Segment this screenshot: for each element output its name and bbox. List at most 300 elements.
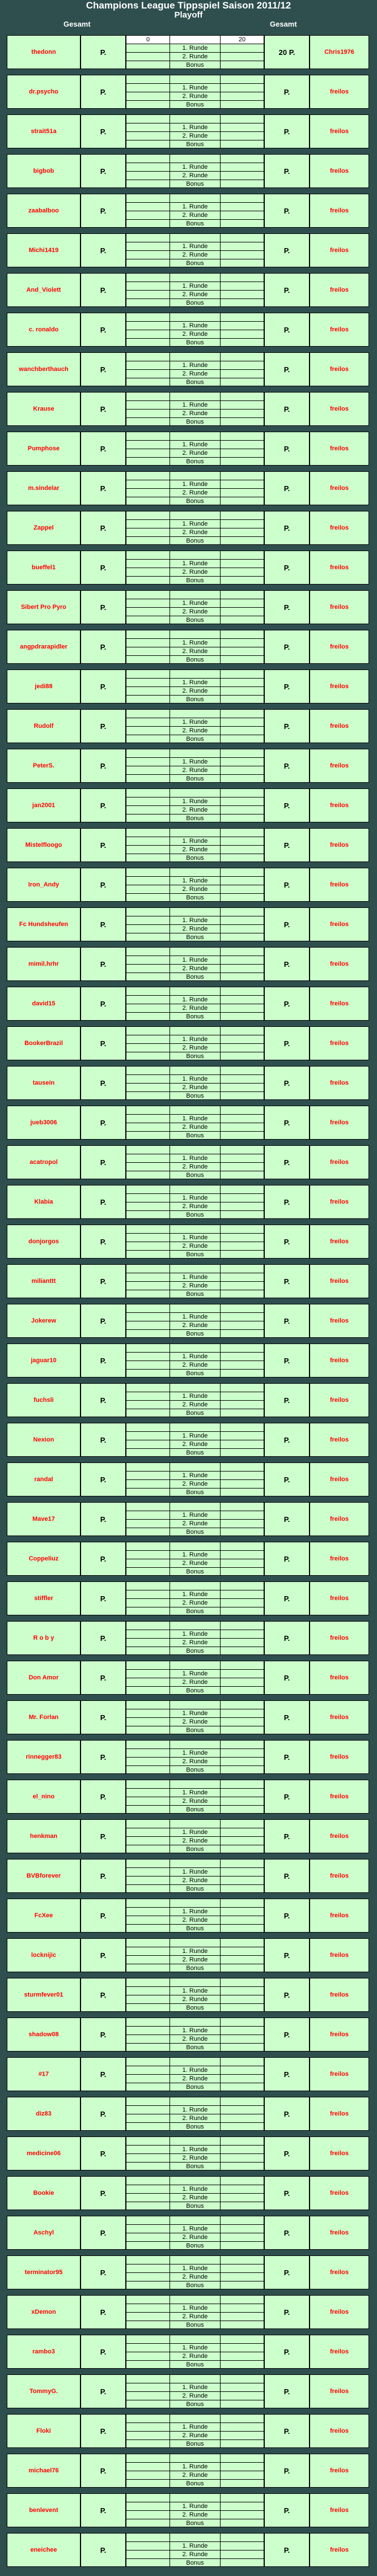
match-row — [0, 1423, 377, 1458]
player-name[interactable]: Michi1419 — [7, 233, 81, 267]
round-2-line — [126, 1520, 264, 1528]
round-2-line — [126, 449, 264, 458]
bonus-line — [126, 1568, 264, 1576]
opponent-bye: freilos — [310, 1264, 369, 1298]
bonus-label: Bonus — [186, 1687, 204, 1694]
round-1-line — [126, 2304, 264, 2313]
round-1-line — [126, 84, 264, 92]
player-name[interactable]: jan2001 — [7, 788, 81, 822]
bonus-label: Bonus — [186, 1291, 204, 1298]
round-1-line — [126, 361, 264, 370]
player-points: P. — [81, 1859, 126, 1893]
match-row — [0, 1304, 377, 1339]
match-details — [126, 749, 264, 783]
player-name[interactable]: randal — [7, 1462, 81, 1496]
blank-line — [126, 908, 264, 916]
player-points: P. — [81, 1145, 126, 1179]
round-2-line — [126, 2233, 264, 2242]
column-header-left: Gesamt — [63, 20, 91, 28]
round-2-line — [126, 1163, 264, 1171]
player-name[interactable]: FcXee — [7, 1899, 81, 1933]
player-name[interactable]: benlevent — [7, 2493, 81, 2527]
bonus-label: Bonus — [186, 538, 204, 544]
round-1-label: 1. Runde — [182, 1869, 208, 1875]
player-name[interactable]: And_Violett — [7, 273, 81, 307]
round-2-label: 2. Runde — [182, 1203, 208, 1210]
player-points: P. — [81, 194, 126, 228]
match-details — [126, 2216, 264, 2250]
match-details — [126, 1502, 264, 1536]
round-1-line — [126, 1868, 264, 1876]
round-2-label: 2. Runde — [182, 291, 208, 298]
blank-line — [126, 1067, 264, 1075]
opponent-points: P. — [264, 1502, 310, 1536]
player-name[interactable]: sturmfever01 — [7, 1978, 81, 2012]
round-1-label: 1. Runde — [182, 996, 208, 1003]
player-points: P. — [81, 1819, 126, 1853]
blank-line — [126, 1860, 264, 1868]
player-name[interactable]: rinnegger83 — [7, 1740, 81, 1774]
player-name[interactable]: bigbob — [7, 154, 81, 188]
round-2-label: 2. Runde — [182, 926, 208, 932]
match-row — [0, 2414, 377, 2449]
round-2-label: 2. Runde — [182, 688, 208, 694]
blank-line — [126, 234, 264, 242]
round-1-line — [126, 1828, 264, 1837]
player-name[interactable]: Coppeliuz — [7, 1542, 81, 1576]
opponent-bye: freilos — [310, 154, 369, 188]
player-name[interactable]: c. ronaldo — [7, 313, 81, 347]
opponent-points: P. — [264, 788, 310, 822]
round-1-label: 1. Runde — [182, 164, 208, 170]
player-name[interactable]: jedi88 — [7, 669, 81, 703]
player-name[interactable]: Fc Hundsheufen — [7, 907, 81, 941]
match-row — [0, 1145, 377, 1180]
blank-line — [126, 1106, 264, 1115]
player-name[interactable]: Mistelfloogo — [7, 828, 81, 862]
player-name[interactable]: Bookie — [7, 2176, 81, 2210]
bonus-label: Bonus — [186, 1846, 204, 1853]
bonus-label: Bonus — [186, 1410, 204, 1417]
match-details — [126, 1819, 264, 1853]
round-1-line — [126, 1234, 264, 1242]
player-name[interactable]: xDemon — [7, 2295, 81, 2329]
player-name[interactable]: jaguar10 — [7, 1344, 81, 1377]
round-1-line — [126, 242, 264, 251]
player-name[interactable]: Aschyl — [7, 2216, 81, 2250]
round-1-line — [126, 1551, 264, 1559]
player-name[interactable]: Don Amor — [7, 1661, 81, 1695]
round-2-label: 2. Runde — [182, 489, 208, 496]
bonus-line — [126, 814, 264, 822]
player-name[interactable]: strait51a — [7, 114, 81, 148]
blank-line — [126, 1701, 264, 1709]
player-points: P. — [81, 114, 126, 148]
player-points: P. — [81, 2176, 126, 2210]
bonus-line — [126, 339, 264, 347]
bonus-line — [126, 497, 264, 505]
round-1-label: 1. Runde — [182, 243, 208, 250]
round-2-line — [126, 489, 264, 497]
opponent-points: P. — [264, 2097, 310, 2131]
bonus-label: Bonus — [186, 617, 204, 624]
player-name[interactable]: bueffel1 — [7, 551, 81, 585]
round-2-line — [126, 330, 264, 339]
match-row — [0, 987, 377, 1022]
match-row — [0, 1819, 377, 1854]
match-row — [0, 352, 377, 387]
round-1-line — [126, 2027, 264, 2035]
player-name[interactable]: locknijic — [7, 1938, 81, 1972]
bonus-label: Bonus — [186, 2084, 204, 2091]
match-details — [126, 2057, 264, 2091]
bonus-label: Bonus — [186, 1093, 204, 1099]
blank-line — [126, 1384, 264, 1392]
player-name[interactable]: stiffler — [7, 1581, 81, 1615]
player-name[interactable]: Klabia — [7, 1185, 81, 1219]
player-name[interactable]: Nexion — [7, 1423, 81, 1457]
round-1-line — [126, 837, 264, 846]
player-name[interactable]: david15 — [7, 987, 81, 1021]
round-2-label: 2. Runde — [182, 1996, 208, 2003]
opponent-bye: freilos — [310, 590, 369, 624]
bonus-line — [126, 1885, 264, 1893]
match-details — [126, 233, 264, 267]
blank-line — [126, 1542, 264, 1551]
match-details — [126, 2176, 264, 2210]
blank-line — [126, 551, 264, 560]
player-name[interactable]: m.sindelar — [7, 471, 81, 505]
player-points: P. — [81, 1225, 126, 1259]
blank-line — [126, 1463, 264, 1472]
blank-line — [126, 789, 264, 797]
player-name[interactable]: dr.psycho — [7, 75, 81, 109]
player-name[interactable]: #17 — [7, 2057, 81, 2091]
blank-line — [126, 1622, 264, 1630]
match-row — [0, 2176, 377, 2211]
round-2-label: 2. Runde — [182, 2036, 208, 2042]
opponent-bye: freilos — [310, 669, 369, 703]
player-points: P. — [81, 2335, 126, 2369]
round-1-label: 1. Runde — [182, 1908, 208, 1915]
player-name[interactable]: eneichee — [7, 2533, 81, 2567]
opponent-bye: freilos — [310, 1423, 369, 1457]
blank-line — [126, 2216, 264, 2225]
bonus-label: Bonus — [186, 1648, 204, 1654]
blank-line — [126, 115, 264, 123]
round-2-line — [126, 410, 264, 418]
opponent-points: P. — [264, 114, 310, 148]
blank-line — [126, 1344, 264, 1353]
round-2-line — [126, 2035, 264, 2044]
round-2-label: 2. Runde — [182, 1758, 208, 1765]
bonus-line — [126, 1726, 264, 1734]
round-1-line — [126, 560, 264, 568]
player-name[interactable]: milianttt — [7, 1264, 81, 1298]
match-list — [0, 35, 377, 2573]
match-row — [0, 2335, 377, 2370]
player-name[interactable]: mimil.hrhr — [7, 947, 81, 981]
round-1-label: 1. Runde — [182, 45, 208, 52]
player-points: P. — [81, 2018, 126, 2052]
opponent-points: P. — [264, 1304, 310, 1338]
round-2-label: 2. Runde — [182, 2353, 208, 2360]
round-2-label: 2. Runde — [182, 1837, 208, 1844]
bonus-line — [126, 1687, 264, 1695]
player-points: P. — [81, 2255, 126, 2289]
match-details — [126, 1264, 264, 1298]
player-points: P. — [81, 828, 126, 862]
player-name[interactable]: angpdrarapidler — [7, 630, 81, 664]
round-1-label: 1. Runde — [182, 1512, 208, 1519]
bonus-label: Bonus — [186, 1925, 204, 1932]
opponent-points: P. — [264, 2176, 310, 2210]
opponent-points: P. — [264, 471, 310, 505]
round-2-line — [126, 1480, 264, 1489]
bonus-label: Bonus — [186, 696, 204, 703]
blank-line — [126, 1582, 264, 1590]
round-1-label: 1. Runde — [182, 2106, 208, 2113]
match-details — [126, 1185, 264, 1219]
opponent-points: P. — [264, 2493, 310, 2527]
round-1-label: 1. Runde — [182, 1313, 208, 1320]
bonus-label: Bonus — [186, 1529, 204, 1536]
round-1-line — [126, 123, 264, 132]
round-1-line — [126, 2463, 264, 2471]
player-name[interactable]: Mr. Forlan — [7, 1700, 81, 1734]
round-2-label: 2. Runde — [182, 1956, 208, 1963]
player-name[interactable]: diz83 — [7, 2097, 81, 2131]
match-details — [126, 868, 264, 902]
round-1-label: 1. Runde — [182, 322, 208, 329]
opponent-points: P. — [264, 194, 310, 228]
round-2-line — [126, 1559, 264, 1568]
round-1-label: 1. Runde — [182, 2543, 208, 2549]
player-name[interactable]: Mave17 — [7, 1502, 81, 1536]
round-1-label: 1. Runde — [182, 2265, 208, 2272]
round-2-label: 2. Runde — [182, 1243, 208, 1249]
bonus-label: Bonus — [186, 1489, 204, 1496]
opponent-bye: freilos — [310, 352, 369, 386]
round-1-line — [126, 441, 264, 449]
blank-line — [126, 2494, 264, 2502]
blank-line — [126, 155, 264, 163]
opponent-points: P. — [264, 1859, 310, 1893]
opponent-bye: freilos — [310, 709, 369, 743]
blank-line — [126, 2058, 264, 2066]
player-name[interactable]: Sibert Pro Pyro — [7, 590, 81, 624]
round-1-label: 1. Runde — [182, 1234, 208, 1241]
player-name[interactable]: el_nino — [7, 1780, 81, 1814]
round-1-label: 1. Runde — [182, 2424, 208, 2430]
bonus-line — [126, 2281, 264, 2289]
opponent-bye: freilos — [310, 1106, 369, 1140]
match-details — [126, 1780, 264, 1814]
match-details — [126, 788, 264, 822]
blank-line — [126, 353, 264, 361]
match-row — [0, 1581, 377, 1617]
player-points: P. — [81, 1344, 126, 1377]
match-row — [0, 1066, 377, 1101]
player-name[interactable]: fuchsli — [7, 1383, 81, 1417]
match-row — [0, 114, 377, 150]
match-details — [126, 1383, 264, 1417]
blank-line — [126, 591, 264, 599]
opponent-bye: freilos — [310, 749, 369, 783]
opponent-points: P. — [264, 1106, 310, 1140]
player-name[interactable]: R o b y — [7, 1621, 81, 1655]
player-name[interactable]: Rudolf — [7, 709, 81, 743]
bonus-line — [126, 1132, 264, 1140]
blank-line — [126, 1939, 264, 1947]
bonus-line — [126, 2242, 264, 2250]
round-2-label: 2. Runde — [182, 212, 208, 219]
bonus-line — [126, 2440, 264, 2448]
player-name[interactable]: Zappel — [7, 511, 81, 545]
bonus-line — [126, 1845, 264, 1853]
match-row — [0, 709, 377, 744]
round-1-line — [126, 2225, 264, 2233]
opponent-bye: freilos — [310, 1185, 369, 1219]
round-2-line — [126, 2352, 264, 2361]
player-name[interactable]: acatropol — [7, 1145, 81, 1179]
round-2-line — [126, 1916, 264, 1925]
bonus-line — [126, 1251, 264, 1259]
bonus-label: Bonus — [186, 458, 204, 465]
bonus-label: Bonus — [186, 2401, 204, 2408]
player-name[interactable]: terminator95 — [7, 2255, 81, 2289]
opponent-points: P. — [264, 352, 310, 386]
blank-line — [126, 1741, 264, 1749]
player-name[interactable]: michael76 — [7, 2454, 81, 2488]
match-details — [126, 630, 264, 664]
player-name[interactable]: zaabalboo — [7, 194, 81, 228]
blank-line — [126, 868, 264, 877]
round-1-label: 1. Runde — [182, 1155, 208, 1162]
player-name[interactable]: Krause — [7, 392, 81, 426]
player-points: P. — [81, 987, 126, 1021]
opponent-name[interactable]: Chris1976 — [310, 35, 369, 69]
player-name[interactable]: shadow08 — [7, 2018, 81, 2052]
round-2-line — [126, 1956, 264, 1964]
player-points: P. — [81, 1661, 126, 1695]
bonus-line — [126, 180, 264, 188]
opponent-bye: freilos — [310, 194, 369, 228]
round-2-line — [126, 925, 264, 933]
player-name[interactable]: Pumphose — [7, 432, 81, 466]
opponent-bye: freilos — [310, 1383, 369, 1417]
player-name[interactable]: thedonn — [7, 35, 81, 69]
bonus-label: Bonus — [186, 2044, 204, 2051]
round-1-line — [126, 1670, 264, 1678]
round-2-line — [126, 291, 264, 299]
match-row — [0, 788, 377, 824]
player-name[interactable]: henkman — [7, 1819, 81, 1853]
round-1-label: 1. Runde — [182, 2027, 208, 2034]
bonus-label: Bonus — [186, 1608, 204, 1615]
opponent-points: P. — [264, 669, 310, 703]
player-name[interactable]: jueb3006 — [7, 1106, 81, 1140]
match-details — [126, 1462, 264, 1496]
match-details — [126, 154, 264, 188]
round-2-label: 2. Runde — [182, 53, 208, 60]
bonus-label: Bonus — [186, 2322, 204, 2328]
blank-line — [126, 313, 264, 322]
player-name[interactable]: tausein — [7, 1066, 81, 1100]
round-1-label: 1. Runde — [182, 758, 208, 765]
player-name[interactable]: BVBforever — [7, 1859, 81, 1893]
match-row — [0, 1700, 377, 1735]
round-1-label: 1. Runde — [182, 441, 208, 448]
bonus-line — [126, 1290, 264, 1298]
round-2-label: 2. Runde — [182, 807, 208, 813]
bonus-line — [126, 299, 264, 307]
opponent-points: P. — [264, 1344, 310, 1377]
player-name[interactable]: rambo3 — [7, 2335, 81, 2369]
round-1-line — [126, 282, 264, 291]
bonus-line — [126, 1211, 264, 1219]
blank-line — [126, 432, 264, 441]
opponent-points: 20 P. — [264, 35, 310, 69]
player-name[interactable]: BookerBrazil — [7, 1026, 81, 1060]
bonus-line — [126, 2519, 264, 2527]
opponent-bye: freilos — [310, 2097, 369, 2131]
round-2-label: 2. Runde — [182, 1481, 208, 1487]
match-details — [126, 432, 264, 466]
round-2-line — [126, 2273, 264, 2281]
opponent-points: P. — [264, 2136, 310, 2170]
bonus-label: Bonus — [186, 1212, 204, 1218]
round-2-label: 2. Runde — [182, 2274, 208, 2280]
blank-line — [126, 2534, 264, 2542]
player-name[interactable]: TommyG. — [7, 2374, 81, 2408]
round-2-label: 2. Runde — [182, 93, 208, 100]
player-name[interactable]: Jokerew — [7, 1304, 81, 1338]
opponent-points: P. — [264, 828, 310, 862]
round-2-label: 2. Runde — [182, 133, 208, 139]
opponent-bye: freilos — [310, 1542, 369, 1576]
round-2-line — [126, 766, 264, 775]
match-details — [126, 1304, 264, 1338]
opponent-points: P. — [264, 1423, 310, 1457]
round-1-label: 1. Runde — [182, 2146, 208, 2153]
player-points: P. — [81, 313, 126, 347]
player-points: P. — [81, 630, 126, 664]
player-name[interactable]: Floki — [7, 2414, 81, 2448]
player-name[interactable]: PeterS. — [7, 749, 81, 783]
player-name[interactable]: donjorgos — [7, 1225, 81, 1259]
player-points: P. — [81, 392, 126, 426]
player-name[interactable]: wanchberthauch — [7, 352, 81, 386]
match-row — [0, 1859, 377, 1894]
round-1-label: 1. Runde — [182, 1631, 208, 1637]
opponent-points: P. — [264, 1819, 310, 1853]
player-points: P. — [81, 2295, 126, 2329]
round-2-label: 2. Runde — [182, 450, 208, 457]
bonus-label: Bonus — [186, 62, 204, 69]
blank-line — [126, 829, 264, 837]
player-points: P. — [81, 2414, 126, 2448]
player-name[interactable]: Iron_Andy — [7, 868, 81, 902]
opponent-bye: freilos — [310, 1621, 369, 1655]
player-name[interactable]: medicine06 — [7, 2136, 81, 2170]
blank-line — [126, 1978, 264, 1987]
opponent-bye: freilos — [310, 2018, 369, 2052]
match-row — [0, 1661, 377, 1696]
round-2-label: 2. Runde — [182, 1362, 208, 1368]
player-points: P. — [81, 154, 126, 188]
bonus-line — [126, 220, 264, 228]
